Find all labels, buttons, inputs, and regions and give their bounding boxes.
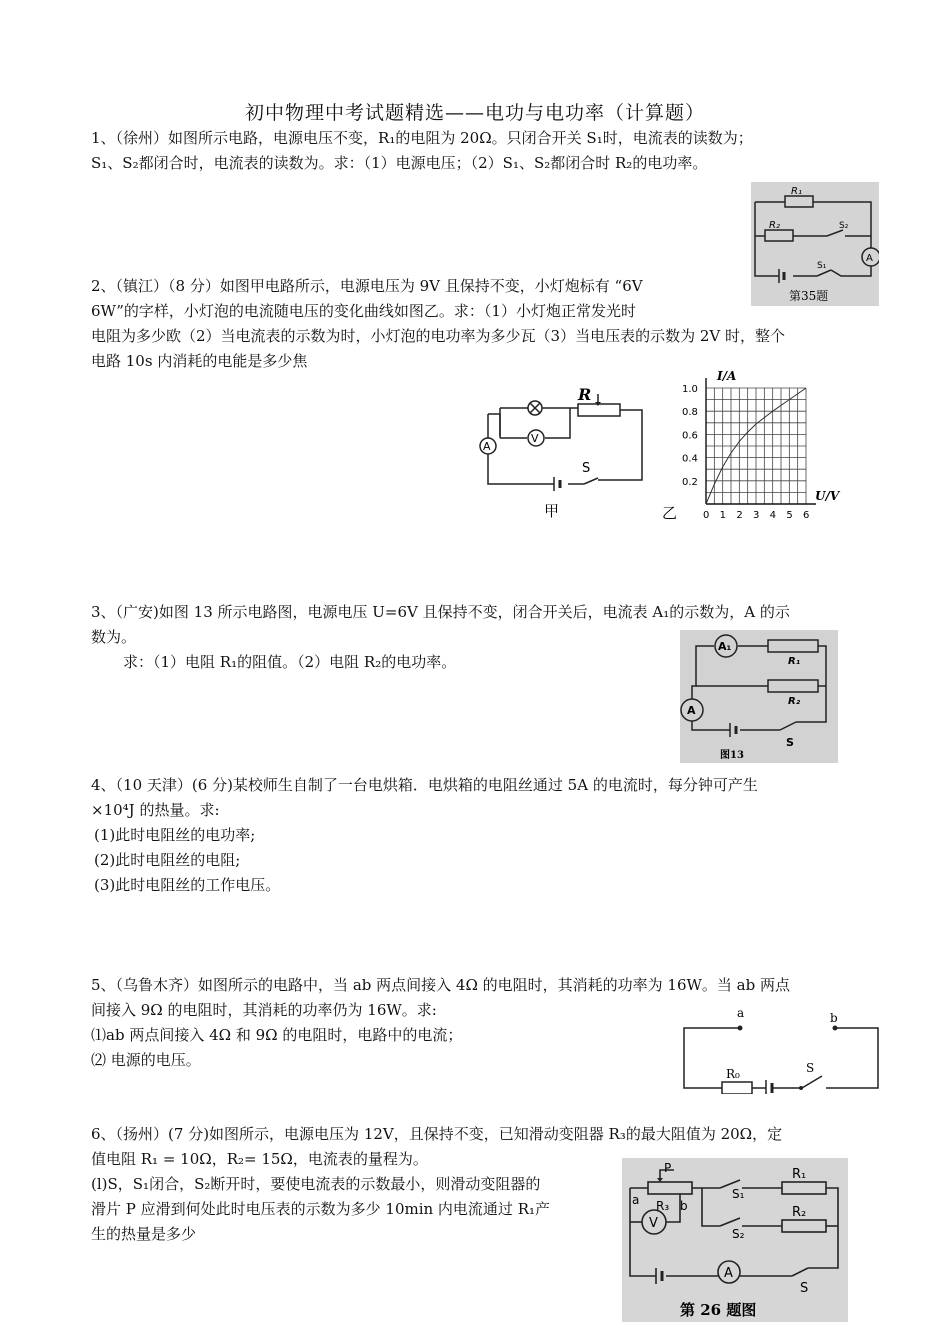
q2-switch-label: S — [582, 461, 591, 476]
graph-y-tick-label: 0.6 — [682, 430, 698, 442]
q6-text-1: 6、（扬州）(7 分)如图所示，电源电压为 12V，且保持不变，已知滑动变阻器 R₃的最大阻值为 20Ω，定 — [91, 1125, 783, 1143]
q3-circuit-figure — [680, 630, 838, 763]
q2-ammeter-symbol: A — [483, 440, 491, 453]
q3-r1-label: R₁ — [788, 656, 801, 667]
q1-r2-label: R₂ — [769, 220, 780, 231]
q6-text-4: 滑片 P 应滑到何处此时电压表的示数为多少 10min 内电流通过 R₁产 — [91, 1200, 551, 1218]
q2-text-4: 电路 10s 内消耗的电能是多少焦 — [91, 352, 308, 370]
q3-r2-label: R₂ — [788, 696, 801, 707]
q4-text-1: 4、（10 天津）(6 分)某校师生自制了一台电烘箱．电烘箱的电阻丝通过 5A 的电流时，每分钟可产生 — [91, 776, 758, 794]
q2-voltmeter-symbol: V — [531, 432, 539, 445]
graph-x-tick-label: 2 — [736, 510, 743, 521]
q5-point-b-label: b — [830, 1011, 838, 1025]
graph-y-axis-label: I/A — [717, 369, 737, 383]
q1-text-1: 1、（徐州）如图所示电路，电源电压不变，R₁的电阻为 20Ω。只闭合开关 S₁时，电流表的读数为； — [91, 129, 753, 147]
graph-x-axis-label: U/V — [815, 489, 840, 503]
q3-figure-caption: 图13 — [720, 750, 744, 761]
q6-voltmeter-symbol: V — [649, 1216, 658, 1231]
q5-text-4: ⑵ 电源的电压。 — [91, 1051, 201, 1069]
q6-text-5: 生的热量是多少 — [91, 1225, 197, 1243]
q3-text-3: 求：（1）电阻 R₁的阻值。（2）电阻 R₂的电功率。 — [123, 653, 457, 671]
q5-point-a-label: a — [737, 1008, 745, 1020]
q6-point-b-label: b — [680, 1199, 688, 1213]
graph-x-tick-label: 4 — [769, 510, 777, 521]
q6-s2-label: S₂ — [732, 1227, 745, 1241]
q4-text-4: (2)此时电阻丝的电阻; — [94, 851, 241, 869]
graph-x-tick-label: 5 — [786, 510, 793, 521]
q6-s1-label: S₁ — [732, 1187, 745, 1201]
q2-circuit-figure-jia — [474, 384, 644, 524]
q6-circuit-figure — [622, 1158, 848, 1322]
graph-x-tick-label: 3 — [753, 510, 760, 521]
q6-r1-label: R₁ — [792, 1167, 807, 1182]
q2-r-label: R — [578, 385, 592, 404]
q5-text-2: 间接入 9Ω 的电阻时，其消耗的功率仍为 16W。求: — [91, 1001, 437, 1019]
q6-text-3: (l)S，S₁闭合，S₂断开时，要使电流表的示数最小，则滑动变阻器的 — [91, 1175, 541, 1193]
graph-x-tick-label: 0 — [703, 510, 710, 521]
q1-circuit-figure — [751, 182, 879, 306]
q2-caption-jia: 甲 — [544, 502, 560, 520]
q3-a1-symbol: A₁ — [718, 640, 732, 653]
q1-figure-caption: 第35题 — [789, 289, 829, 303]
q2-graph-yi — [660, 366, 850, 526]
graph-x-tick-label: 1 — [719, 510, 727, 521]
q4-text-2: ×10⁴J 的热量。求: — [91, 801, 220, 819]
q6-r2-label: R₂ — [792, 1205, 807, 1220]
q6-r3-label: R₃ — [656, 1199, 670, 1213]
graph-y-tick-label: 1.0 — [682, 384, 698, 395]
q2-text-2: 6W”的字样，小灯泡的电流随电压的变化曲线如图乙。求：（1）小灯炮正常发光时 — [91, 302, 636, 320]
q1-text-2: S₁、S₂都闭合时，电流表的读数为。求：（1）电源电压；（2）S₁、S₂都闭合时 R₂的电功率。 — [91, 154, 708, 172]
q5-r0-label: R₀ — [726, 1067, 740, 1081]
q3-text-2: 数为。 — [91, 628, 137, 646]
q5-text-3: ⑴ab 两点间接入 4Ω 和 9Ω 的电阻时，电路中的电流； — [91, 1026, 463, 1044]
q4-text-5: (3)此时电阻丝的工作电压。 — [94, 876, 281, 894]
q1-s2-label: S₂ — [839, 221, 849, 231]
page-title: 初中物理中考试题精选——电功与电功率（计算题） — [244, 102, 705, 124]
q2-text-1: 2、（镇江）（8 分）如图甲电路所示，电源电压为 9V 且保持不变，小灯炮标有 “6V — [91, 277, 643, 295]
q2-text-3: 电阻为多少欧（2）当电流表的示数为时，小灯泡的电功率为多少瓦（3）当电压表的示数为 2V 时，整个 — [91, 327, 786, 345]
graph-y-tick-label: 0.4 — [682, 453, 698, 465]
q5-switch-label: S — [806, 1061, 815, 1075]
q6-ammeter-symbol: A — [724, 1266, 733, 1281]
graph-x-tick-label: 6 — [803, 510, 810, 521]
q2-caption-yi: 乙 — [662, 504, 678, 522]
q1-ammeter-symbol: A — [866, 253, 873, 264]
graph-y-tick-label: 0.8 — [682, 407, 698, 419]
q1-r1-label: R₁ — [791, 186, 802, 197]
q3-text-1: 3、（广安)如图 13 所示电路图，电源电压 U=6V 且保持不变，闭合开关后，电流表 A₁的示数为，A 的示 — [91, 603, 790, 621]
q6-switch-label: S — [800, 1281, 809, 1296]
q6-figure-caption: 第 26 题图 — [680, 1301, 757, 1319]
graph-y-tick-label: 0.2 — [682, 476, 698, 488]
q6-text-2: 值电阻 R₁ = 10Ω，R₂= 15Ω，电流表的量程为。 — [91, 1150, 428, 1168]
q6-point-a-label: a — [632, 1193, 640, 1207]
q3-ammeter-symbol: A — [687, 704, 696, 717]
q5-text-1: 5、（乌鲁木齐）如图所示的电路中，当 ab 两点间接入 4Ω 的电阻时，其消耗的功率为 16W。当 ab 两点 — [91, 976, 790, 994]
q3-switch-label: S — [786, 736, 794, 749]
q1-s1-label: S₁ — [817, 261, 827, 271]
q5-circuit-figure — [680, 1008, 880, 1094]
q6-slider-p-label: P — [664, 1161, 672, 1175]
q4-text-3: (1)此时电阻丝的电功率; — [94, 826, 256, 844]
